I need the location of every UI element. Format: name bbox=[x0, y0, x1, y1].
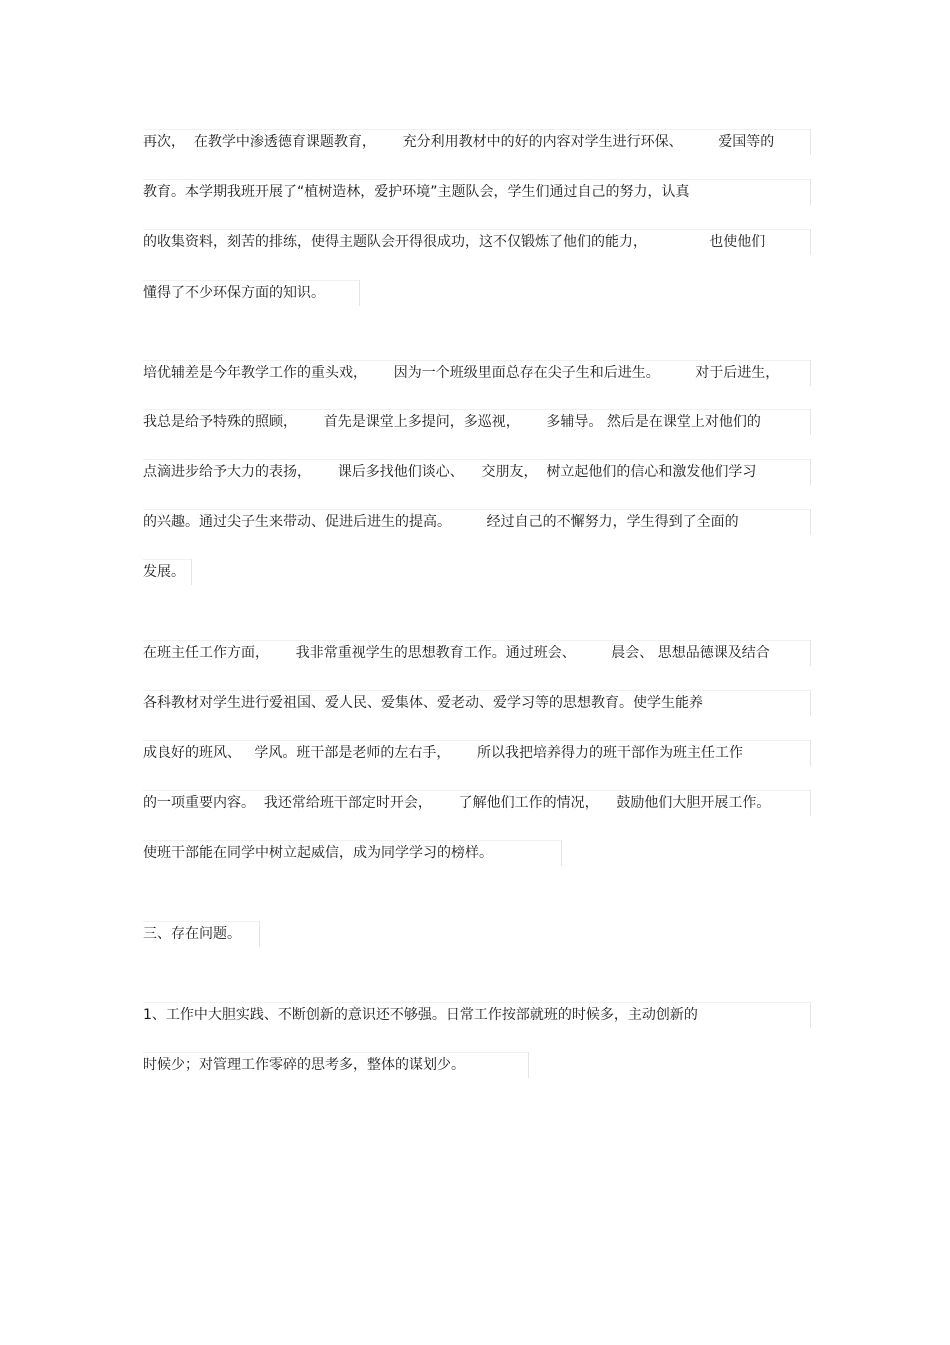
text-line: 1、工作中大胆实践、不断创新的意识还不够强。日常工作按部就班的时候多，主动创新的 bbox=[143, 1002, 805, 1028]
text-line: 点滴进步给予大力的表扬， 课后多找他们谈心、 交朋友， 树立起他们的信心和激发他们学习 bbox=[143, 459, 805, 485]
text-line: 发展。 bbox=[143, 559, 186, 585]
text-line: 教育。本学期我班开展了“植树造林，爱护环境”主题队会，学生们通过自己的努力，认真 bbox=[143, 179, 805, 205]
text-line: 培优辅差是今年教学工作的重头戏， 因为一个班级里面总存在尖子生和后进生。 对于后进生， bbox=[143, 360, 805, 386]
text-line: 的兴趣。通过尖子生来带动、促进后进生的提高。 经过自己的不懈努力，学生得到了全面的 bbox=[143, 509, 805, 535]
text-line: 的一项重要内容。 我还常给班干部定时开会， 了解他们工作的情况， 鼓励他们大胆开展工作。 bbox=[143, 790, 805, 816]
text-line: 懂得了不少环保方面的知识。 bbox=[143, 280, 354, 306]
text-line: 我总是给予特殊的照顾， 首先是课堂上多提问，多巡视， 多辅导。 然后是在课堂上对他们的 bbox=[143, 409, 805, 435]
text-line: 再次， 在教学中渗透德育课题教育， 充分利用教材中的好的内容对学生进行环保、 爱国等的 bbox=[143, 129, 805, 155]
text-line: 在班主任工作方面， 我非常重视学生的思想教育工作。通过班会、 晨会、 思想品德课及结合 bbox=[143, 640, 805, 666]
text-line: 时候少；对管理工作零碎的思考多，整体的谋划少。 bbox=[143, 1052, 523, 1078]
section-heading: 三、存在问题。 bbox=[143, 921, 254, 947]
text-line: 各科教材对学生进行爱祖国、爱人民、爱集体、爱老动、爱学习等的思想教育。使学生能养 bbox=[143, 690, 805, 716]
text-line: 成良好的班风、 学风。班干部是老师的左右手， 所以我把培养得力的班干部作为班主任工作 bbox=[143, 740, 805, 766]
text-line: 的收集资料，刻苦的排练，使得主题队会开得很成功，这不仅锻炼了他们的能力， 也使他们 bbox=[143, 229, 805, 255]
text-line: 使班干部能在同学中树立起威信，成为同学学习的榜样。 bbox=[143, 840, 556, 866]
